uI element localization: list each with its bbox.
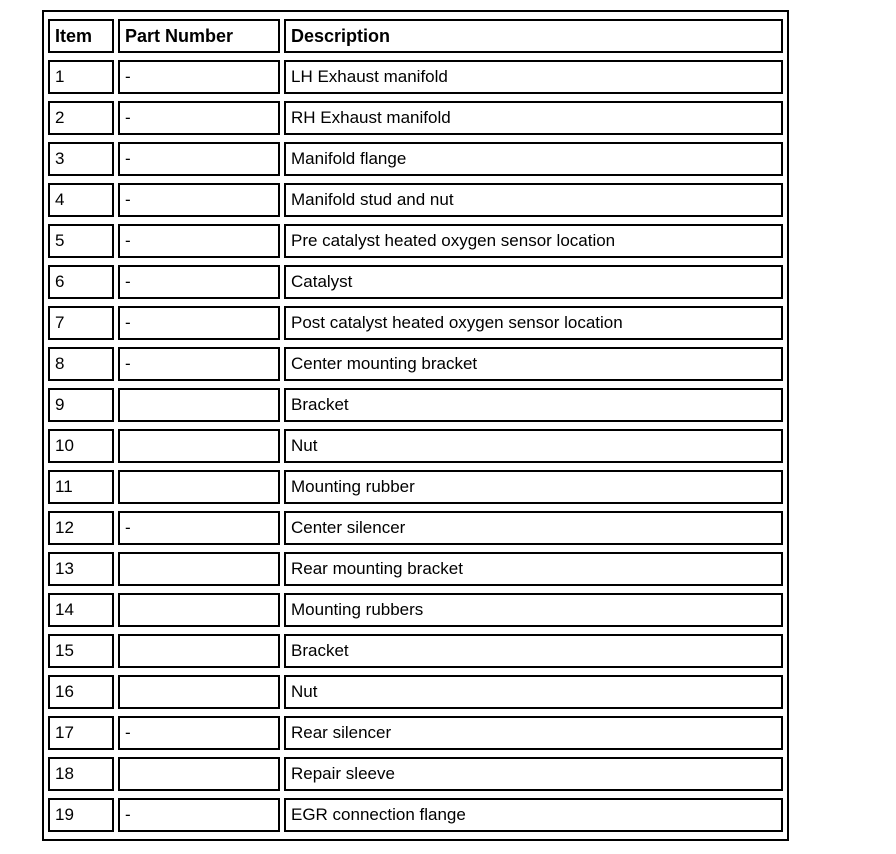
description-cell: Center silencer <box>284 511 783 545</box>
table-row <box>48 429 783 463</box>
item-cell: 9 <box>48 388 114 422</box>
part-number-cell: - <box>118 716 280 750</box>
table-row <box>48 101 783 135</box>
item-cell: 4 <box>48 183 114 217</box>
part-number-cell <box>118 470 280 504</box>
description-cell: Center mounting bracket <box>284 347 783 381</box>
item-cell: 12 <box>48 511 114 545</box>
description-cell: Rear silencer <box>284 716 783 750</box>
item-cell: 17 <box>48 716 114 750</box>
part-number-cell: - <box>118 224 280 258</box>
item-cell: 16 <box>48 675 114 709</box>
description-cell: Manifold flange <box>284 142 783 176</box>
part-number-cell: - <box>118 142 280 176</box>
item-cell: 2 <box>48 101 114 135</box>
description-cell: EGR connection flange <box>284 798 783 832</box>
description-cell: Catalyst <box>284 265 783 299</box>
part-number-cell: - <box>118 60 280 94</box>
table-row <box>48 798 783 832</box>
table-row <box>48 593 783 627</box>
description-cell: LH Exhaust manifold <box>284 60 783 94</box>
item-cell: 1 <box>48 60 114 94</box>
part-number-cell <box>118 757 280 791</box>
table-row <box>48 183 783 217</box>
description-cell: Post catalyst heated oxygen sensor location <box>284 306 783 340</box>
description-cell: Nut <box>284 675 783 709</box>
item-cell: 11 <box>48 470 114 504</box>
part-number-cell <box>118 429 280 463</box>
item-cell: 3 <box>48 142 114 176</box>
item-cell: 14 <box>48 593 114 627</box>
part-number-cell <box>118 388 280 422</box>
part-number-cell: - <box>118 101 280 135</box>
part-number-cell: - <box>118 347 280 381</box>
item-cell: 5 <box>48 224 114 258</box>
part-number-cell: - <box>118 511 280 545</box>
header-row <box>48 19 783 53</box>
item-cell: 19 <box>48 798 114 832</box>
table-row <box>48 142 783 176</box>
table-row <box>48 265 783 299</box>
table-row <box>48 716 783 750</box>
table-row <box>48 470 783 504</box>
description-cell: Rear mounting bracket <box>284 552 783 586</box>
item-cell: 7 <box>48 306 114 340</box>
part-number-cell: - <box>118 183 280 217</box>
table-row <box>48 388 783 422</box>
description-cell: Bracket <box>284 388 783 422</box>
table-row <box>48 552 783 586</box>
part-number-cell <box>118 593 280 627</box>
table-row <box>48 224 783 258</box>
item-cell: 18 <box>48 757 114 791</box>
description-cell: Pre catalyst heated oxygen sensor location <box>284 224 783 258</box>
description-cell: Nut <box>284 429 783 463</box>
item-cell: 10 <box>48 429 114 463</box>
description-cell: RH Exhaust manifold <box>284 101 783 135</box>
part-number-cell: - <box>118 798 280 832</box>
item-cell: 15 <box>48 634 114 668</box>
part-number-cell <box>118 675 280 709</box>
table-row <box>48 347 783 381</box>
table-body <box>48 60 783 832</box>
table-row <box>48 511 783 545</box>
header-item: Item <box>48 19 114 53</box>
header-part-number: Part Number <box>118 19 280 53</box>
description-cell: Mounting rubbers <box>284 593 783 627</box>
part-number-cell <box>118 634 280 668</box>
part-number-cell: - <box>118 265 280 299</box>
table-row <box>48 306 783 340</box>
description-cell: Mounting rubber <box>284 470 783 504</box>
table-row <box>48 675 783 709</box>
table-row <box>48 60 783 94</box>
table-row <box>48 634 783 668</box>
header-description: Description <box>284 19 783 53</box>
part-number-cell: - <box>118 306 280 340</box>
description-cell: Bracket <box>284 634 783 668</box>
item-cell: 13 <box>48 552 114 586</box>
parts-table <box>42 10 789 841</box>
table-row <box>48 757 783 791</box>
item-cell: 6 <box>48 265 114 299</box>
description-cell: Manifold stud and nut <box>284 183 783 217</box>
part-number-cell <box>118 552 280 586</box>
table-header <box>48 19 783 53</box>
description-cell: Repair sleeve <box>284 757 783 791</box>
item-cell: 8 <box>48 347 114 381</box>
